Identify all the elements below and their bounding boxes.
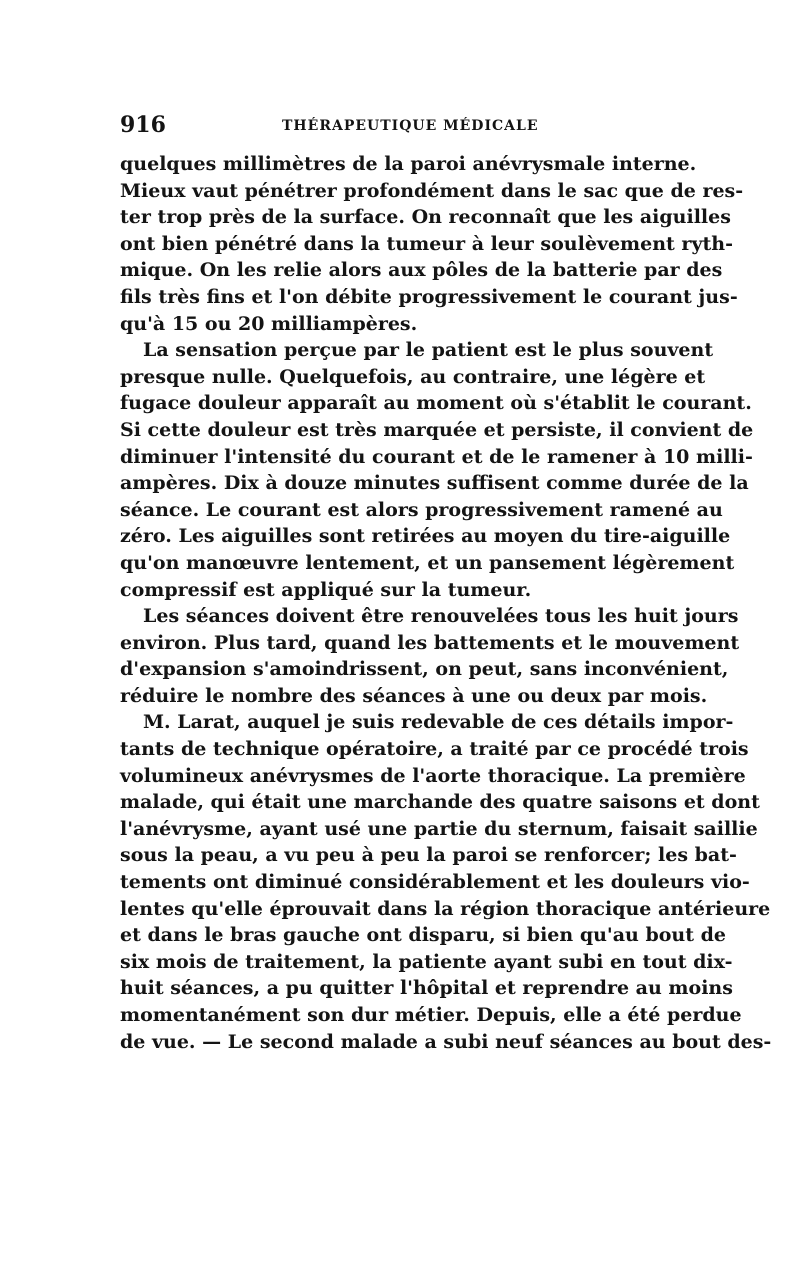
text-line: huit séances, a pu quitter l'hôpital et reprendre au moins [120,977,733,1000]
text-line: quelques millimètres de la paroi anévrysmale interne. [120,153,697,175]
text-line: l'anévrysme, ayant usé une partie du sternum, faisait saillie [120,817,758,840]
page-number: 916 [120,112,166,138]
text-line: lentes qu'elle éprouvait dans la région thoracique antérieure [120,897,771,920]
text-line: environ. Plus tard, quand les battements et le mouvement [120,631,740,654]
text-line: sous la peau, a vu peu à peu la paroi se renforcer; les bat- [120,844,737,867]
text-line: tements ont diminué considérablement et les douleurs vio- [120,871,750,894]
text-line: d'expansion s'amoindrissent, on peut, sans inconvénient, [120,658,729,681]
running-title: THÉRAPEUTIQUE MÉDICALE [282,118,539,134]
text-line: de vue. — Le second malade a subi neuf séances au bout des- [120,1030,772,1053]
text-line: diminuer l'intensité du courant et de le ramener à 10 milli- [120,445,753,468]
text-line: ampères. Dix à douze minutes suffisent comme durée de la [120,472,749,495]
text-line: M. Larat, auquel je suis redevable de ces détails impor- [143,711,734,734]
text-line: La sensation perçue par le patient est le plus souvent [143,339,714,362]
text-line: compressif est appliqué sur la tumeur. [120,578,532,601]
text-line: presque nulle. Quelquefois, au contraire, une légère et [120,365,706,388]
text-line: qu'on manœuvre lentement, et un pansement légèrement [120,551,735,574]
text-line: ter trop près de la surface. On reconnaît que les aiguilles [120,206,731,229]
text-line: ont bien pénétré dans la tumeur à leur soulèvement ryth- [120,232,733,255]
text-line: fugace douleur apparaît au moment où s'établit le courant. [120,392,752,415]
text-line: Mieux vaut pénétrer profondément dans le sac que de res- [120,179,744,202]
body-text [120,151,772,1055]
text-line: et dans le bras gauche ont disparu, si bien qu'au bout de [120,924,727,947]
page-header [120,112,680,144]
text-line: qu'à 15 ou 20 milliampères. [120,312,418,335]
text-line: réduire le nombre des séances à une ou deux par mois. [120,684,708,707]
text-line: six mois de traitement, la patiente ayant subi en tout dix- [120,950,733,973]
text-line: zéro. Les aiguilles sont retirées au moyen du tire-aiguille [120,525,731,548]
text-line: volumineux anévrysmes de l'aorte thoracique. La première [120,764,746,787]
text-line: malade, qui était une marchande des quatre saisons et dont [120,791,760,814]
text-line: Si cette douleur est très marquée et persiste, il convient de [120,418,754,441]
text-line: fils très fins et l'on débite progressivement le courant jus- [120,285,738,308]
text-line: tants de technique opératoire, a traité par ce procédé trois [120,738,749,761]
text-line: momentanément son dur métier. Depuis, elle a été perdue [120,1004,742,1026]
text-line: mique. On les relie alors aux pôles de la batterie par des [120,259,723,282]
text-line: séance. Le courant est alors progressivement ramené au [120,498,723,521]
text-line: Les séances doivent être renouvelées tous les huit jours [143,605,739,628]
